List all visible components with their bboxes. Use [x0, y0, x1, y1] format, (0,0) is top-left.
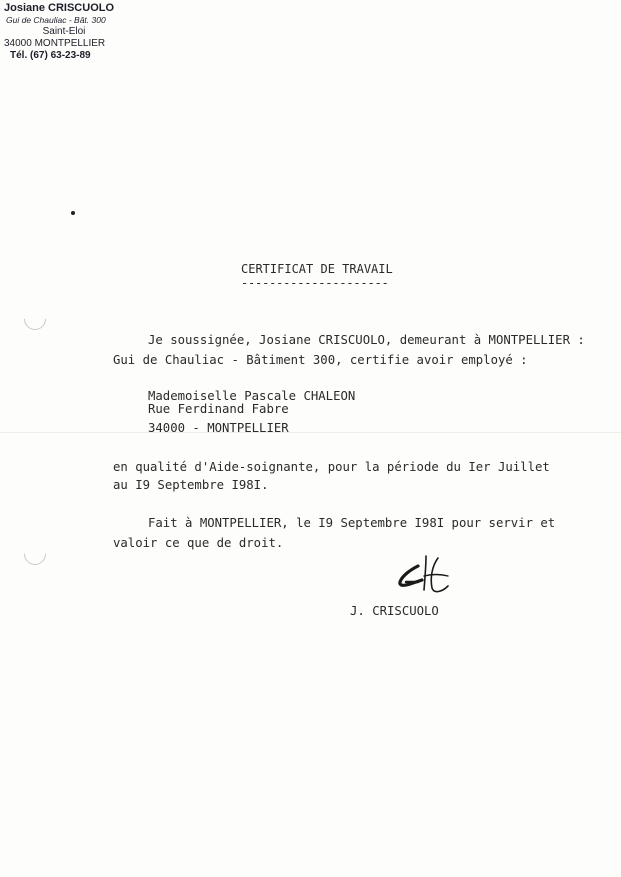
- paragraph-3-line-1: Fait à MONTPELLIER, le I9 Septembre I98I pour servir et: [148, 516, 556, 530]
- paragraph-2-line-1: en qualité d'Aide-soignante, pour la période du Ier Juillet: [113, 460, 550, 474]
- page-fold-line: [0, 432, 621, 433]
- document-title: CERTIFICAT DE TRAVAIL: [241, 262, 393, 276]
- paragraph-1-line-1: Je soussignée, Josiane CRISCUOLO, demeurant à MONTPELLIER :: [148, 333, 585, 347]
- letterhead-phone: Tél. (67) 63-23-89: [10, 50, 91, 61]
- employee-street: Rue Ferdinand Fabre: [148, 402, 289, 416]
- letterhead-city: 34000 MONTPELLIER: [4, 38, 106, 49]
- signatory-name: J. CRISCUOLO: [350, 604, 439, 618]
- letterhead-name: Josiane CRISCUOLO: [4, 2, 115, 14]
- punch-hole-upper: [19, 303, 50, 334]
- paragraph-2-line-2: au I9 Septembre I98I.: [113, 478, 269, 492]
- letterhead-stamp: [4, 2, 124, 62]
- letterhead-address: Gui de Chauliac - Bât. 300: [6, 15, 106, 25]
- employee-city: 34000 - MONTPELLIER: [148, 421, 289, 435]
- paragraph-1-line-2: Gui de Chauliac - Bâtiment 300, certifie avoir employé :: [113, 353, 528, 367]
- employee-name: Mademoiselle Pascale CHALEON: [148, 389, 356, 403]
- handwritten-signature: [396, 552, 460, 596]
- punch-hole-lower: [19, 538, 50, 569]
- letterhead-district: Saint-Eloi: [42, 26, 86, 37]
- ink-dot: [71, 211, 75, 215]
- title-underline: ---------------------: [241, 276, 389, 290]
- paragraph-3-line-2: valoir ce que de droit.: [113, 536, 284, 550]
